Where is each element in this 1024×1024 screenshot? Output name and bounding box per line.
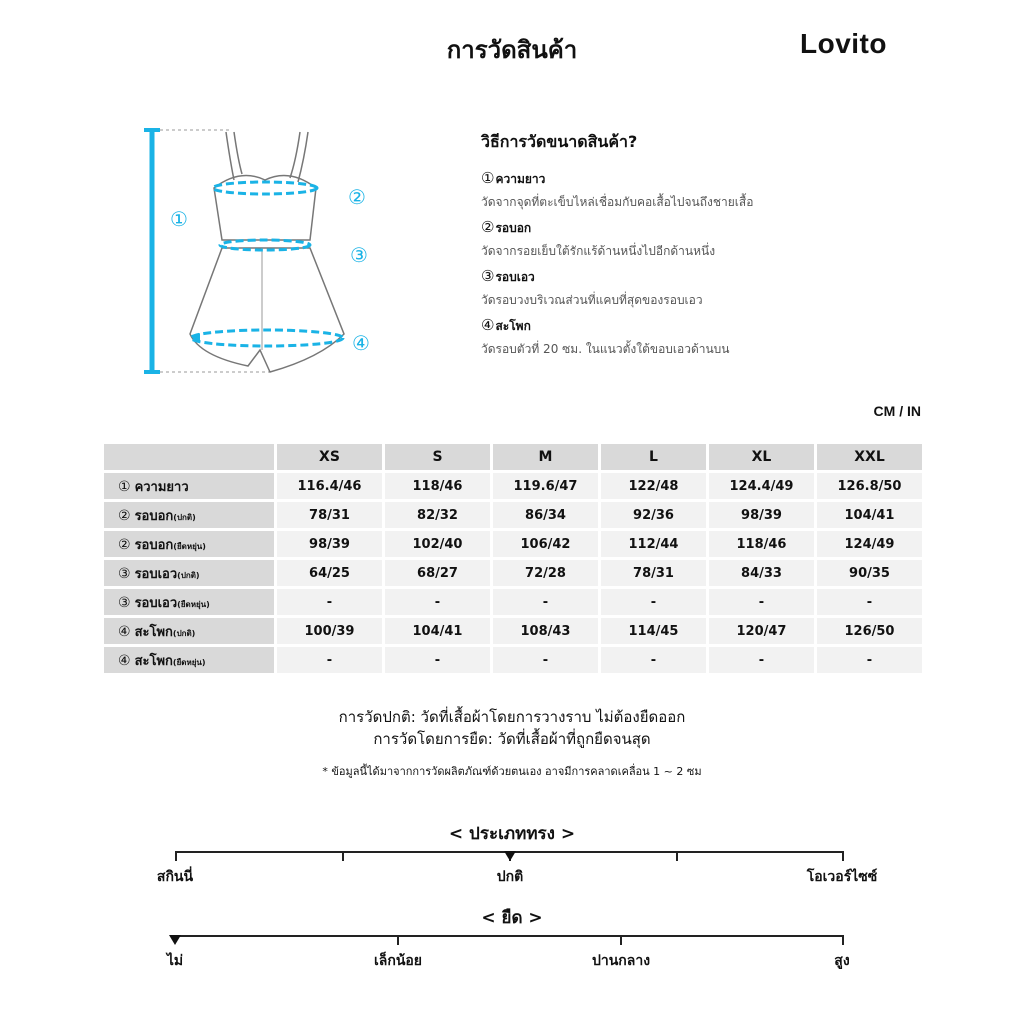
row-label [104,618,274,644]
size-value-cell: 86/34 [493,502,598,528]
table-row [104,560,922,586]
size-value-cell: 112/44 [601,531,706,557]
size-value-cell: - [493,647,598,673]
size-table [101,441,925,676]
howto-num: ④ [481,316,495,334]
table-row [104,647,922,673]
howto-label: สะโพก [495,319,531,333]
note-normal-measure: การวัดปกติ: วัดที่เสื้อผ้าโดยการวางราบ ไม่ต้องยืดออก [338,708,686,726]
stretch-label-high: สูง [834,953,850,969]
howto-num: ① [481,169,495,187]
size-value-cell: 114/45 [601,618,706,644]
fit-tick [175,851,177,861]
fit-label-regular: ปกติ [496,869,524,885]
size-value-cell: 118/46 [385,473,490,499]
hip-measure-line [191,330,343,346]
marker-3: ③ [350,243,368,267]
row-measure-name: ความยาว [134,479,189,495]
left-strap [226,132,242,180]
unit-label: CM / IN [873,403,921,419]
size-value-cell: - [277,589,382,615]
fit-label-oversize: โอเวอร์ไซซ์ [806,869,878,885]
marker-2: ② [348,185,366,209]
size-value-cell: 98/39 [277,531,382,557]
row-number: ② [118,536,131,553]
size-value-cell: - [385,589,490,615]
size-header: L [601,444,706,470]
size-value-cell: 64/25 [277,560,382,586]
row-label [104,531,274,557]
page-title: การวัดสินค้า [446,36,578,64]
howto-label: ความยาว [495,172,546,186]
size-value-cell: 72/28 [493,560,598,586]
howto-item-label [481,267,901,287]
size-value-cell: 98/39 [709,502,814,528]
fit-tick [342,851,344,861]
size-value-cell: 126.8/50 [817,473,922,499]
row-label [104,473,274,499]
fit-label-skinny: สกินนี่ [156,869,194,885]
howto-desc: วัดจากจุดที่ตะเข็บไหล่เชื่อมกับคอเสื้อไปจนถึงชายเสื้อ [481,195,754,209]
size-value-cell: - [385,647,490,673]
brand-logo: Lovito [800,28,887,59]
row-measure-type: (ยืดหยุ่น) [172,657,206,667]
stretch-label-slight: เล็กน้อย [373,953,423,969]
row-number: ③ [118,565,131,582]
size-value-cell: - [817,647,922,673]
row-measure-name: รอบอก [134,537,174,553]
howto-label: รอบเอว [495,270,535,284]
howto-item-label [481,218,901,238]
size-header: XS [277,444,382,470]
table-row [104,502,922,528]
howto-item [481,169,901,212]
size-value-cell: 82/32 [385,502,490,528]
size-value-cell: 124/49 [817,531,922,557]
size-value-cell: - [817,589,922,615]
note-stretch-measure: การวัดโดยการยืด: วัดที่เสื้อผ้าที่ถูกยืดจนสุด [373,730,651,748]
romper-body [190,248,344,372]
size-value-cell: 90/35 [817,560,922,586]
marker-1: ① [170,207,188,231]
table-header-row [104,444,922,470]
row-label [104,560,274,586]
size-value-cell: - [709,589,814,615]
size-value-cell: - [277,647,382,673]
size-value-cell: 100/39 [277,618,382,644]
row-label [104,589,274,615]
size-header: XXL [817,444,922,470]
size-value-cell: 78/31 [601,560,706,586]
stretch-label-medium: ปานกลาง [591,953,651,969]
how-to-measure [481,130,901,365]
size-value-cell: 122/48 [601,473,706,499]
howto-item-label [481,169,901,189]
fit-selected-marker [504,851,516,861]
row-number: ③ [118,594,131,611]
fit-tick [842,851,844,861]
fit-scale-title: < ประเภททรง > [448,824,576,844]
size-value-cell: 118/46 [709,531,814,557]
table-row [104,473,922,499]
row-label [104,502,274,528]
size-value-cell: 104/41 [385,618,490,644]
size-value-cell: 92/36 [601,502,706,528]
size-header: M [493,444,598,470]
size-value-cell: 126/50 [817,618,922,644]
row-measure-name: สะโพก [134,653,173,669]
howto-heading: วิธีการวัดขนาดสินค้า? [481,132,638,151]
row-label [104,647,274,673]
howto-desc: วัดรอบวงบริเวณส่วนที่แคบที่สุดของรอบเอว [481,293,703,307]
howto-desc: วัดจากรอยเย็บใต้รักแร้ด้านหนึ่งไปอีกด้านหนึ่ง [481,244,716,258]
bodice [214,176,316,241]
size-value-cell: 120/47 [709,618,814,644]
row-number: ④ [118,652,131,669]
size-value-cell: 119.6/47 [493,473,598,499]
row-measure-type: (ปกติ) [172,628,196,638]
table-row [104,589,922,615]
size-value-cell: - [601,647,706,673]
size-value-cell: - [493,589,598,615]
size-value-cell: 106/42 [493,531,598,557]
note-disclaimer: * ข้อมูลนี้ได้มาจากการวัดผลิตภัณฑ์ด้วยตนเอง อาจมีการคลาดเคลื่อน 1 ~ 2 ซม [322,765,702,778]
row-number: ④ [118,623,131,640]
row-measure-type: (ยืดหยุ่น) [177,599,210,609]
stretch-selected-marker [169,935,181,945]
howto-num: ② [481,218,495,236]
howto-item [481,218,901,261]
row-measure-name: รอบเอว [134,566,178,582]
stretch-tick [397,935,399,945]
size-value-cell: 104/41 [817,502,922,528]
stretch-scale-title: < ยืด > [481,908,543,928]
size-value-cell: 102/40 [385,531,490,557]
garment-diagram [130,120,390,380]
size-value-cell: - [709,647,814,673]
stretch-tick [620,935,622,945]
row-measure-type: (ปกติ) [173,512,196,522]
size-value-cell: 116.4/46 [277,473,382,499]
size-value-cell: 124.4/49 [709,473,814,499]
size-value-cell: 108/43 [493,618,598,644]
row-measure-name: รอบอก [134,508,174,524]
marker-4: ④ [352,331,370,355]
row-number: ① [118,478,131,495]
row-measure-name: สะโพก [134,624,173,640]
right-strap [290,132,308,182]
size-value-cell: 84/33 [709,560,814,586]
howto-desc: วัดรอบตัวที่ 20 ซม. ในแนวตั้งใต้ขอบเอวด้านบน [481,342,730,356]
table-row [104,618,922,644]
size-value-cell: 78/31 [277,502,382,528]
bust-measure-line [213,182,317,194]
stretch-label-none: ไม่ [166,953,184,969]
howto-label: รอบอก [495,221,532,235]
howto-item [481,267,901,310]
howto-num: ③ [481,267,495,285]
size-value-cell: 68/27 [385,560,490,586]
row-measure-name: รอบเอว [134,595,178,611]
howto-item [481,316,901,359]
row-number: ② [118,507,131,524]
row-measure-type: (ยืดหยุ่น) [173,541,206,551]
stretch-scale-line [175,935,844,937]
size-value-cell: - [601,589,706,615]
table-row [104,531,922,557]
row-measure-type: (ปกติ) [177,570,200,580]
fit-tick [676,851,678,861]
size-header: XL [709,444,814,470]
stretch-tick [842,935,844,945]
howto-item-label [481,316,901,336]
table-corner [104,444,274,470]
size-header: S [385,444,490,470]
